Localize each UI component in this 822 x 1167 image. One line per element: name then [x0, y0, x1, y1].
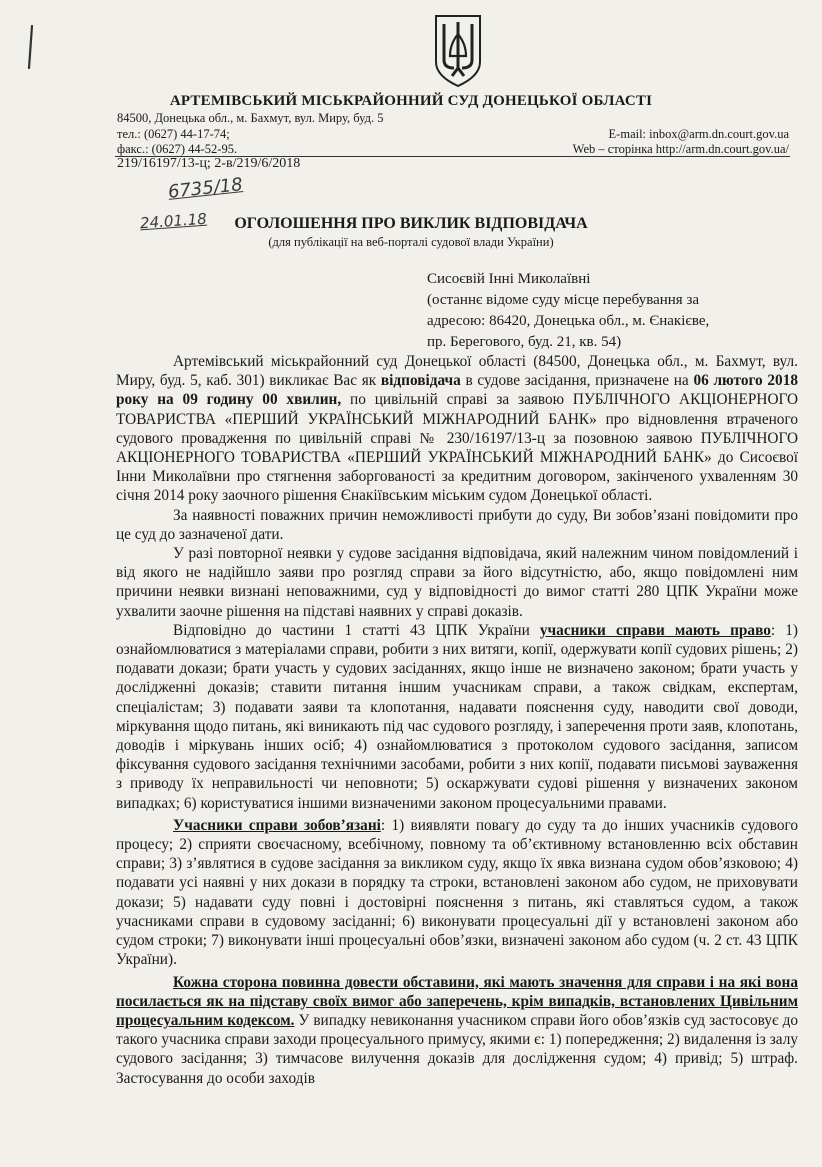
court-name: АРТЕМІВСЬКИЙ МІСЬКРАЙОННИЙ СУД ДОНЕЦЬКОЇ ОБЛАСТІ — [169, 93, 653, 109]
paragraph-summons: Артемівський міськрайонний суд Донецької області (84500, Донецька обл., м. Бахмут, вул. Миру, буд. 5, каб. 301) викликає Вас як відповідача в судове засідання, призначене на 06 лютого 2018 року на 09 годину 00 хвилин, по цивільній справі за заявою ПУБЛІЧНОГО АКЦІОНЕРНОГО ТОВАРИСТВА «ПЕРШИЙ УКРАЇНСЬКИЙ МІЖНАРОДНИЙ БАНК» про відновлення втраченого судового провадження по цивільній справі № 230/16197/13-ц за позовною заявою ПУБЛІЧНОГО АКЦІОНЕРНОГО ТОВАРИСТВА «ПЕРШИЙ УКРАЇНСЬКИЙ МІЖНАРОДНИЙ БАНК» до Сисоєвої Інни Миколаївни про стягнення заборгованості за кредитним договором, закінченого ухваленням 30 січня 2014 року заочного рішення Єнакіївським міським судом Донецької області. — [116, 353, 798, 505]
hearing-date: 06 лютого 2018 року на 09 годину 00 хвилин, — [116, 372, 798, 409]
paragraph-absence: У разі повторної неявки у судове засідання відповідача, який належним чином повідомлений і від якого не надійшло заяви про розгляд справи за його відсутністю, або, якщо повідомлені ним причини неявки визнані неповажними, суд у відповідності до вимог статті 280 ЦПК України може ухвалити заочне рішення на підставі наявних у справі доказів. — [116, 545, 798, 620]
notice-subtitle: (для публікації на веб-порталі судової влади України) — [268, 235, 554, 249]
handwritten-margin-mark — [22, 22, 42, 72]
court-tel: тел.: (0627) 44-17-74; — [117, 127, 230, 141]
court-email: E-mail: inbox@arm.dn.court.gov.ua — [608, 127, 789, 141]
handwritten-registration-number: 6735/18 — [167, 174, 244, 203]
recipient-address-line: (останнє відоме суду місце перебування за — [427, 292, 700, 308]
notice-title: ОГОЛОШЕННЯ ПРО ВИКЛИК ВІДПОВІДАЧА — [234, 215, 588, 232]
case-number: 219/16197/13-ц; 2-в/219/6/2018 — [117, 156, 301, 171]
court-website: Web – сторінка http://arm.dn.court.gov.ua/ — [572, 142, 789, 156]
paragraph-rights: Відповідно до частини 1 статті 43 ЦПК України учасники справи мають право: 1) ознайомлюватися з матеріалами справи, робити з них витяги, копії, одержувати копії судових рішень; 2) подавати докази; брати участь у судових засіданнях, якщо інше не визначено законом; брати участь у дослідженні доказів; ставити питання іншим учасникам справи, а також свідкам, експертам, спеціалістам; 3) подавати заяви та клопотання, надавати пояснення суду, наводити свої доводи, міркування щодо питань, які виникають під час судового розгляду, і заперечення проти заяв, клопотань, доводів і міркувань інших осіб; 4) ознайомлюватися з протоколом судового засідання, записом фіксування судового засідання технічними засобами, робити з них копії, подавати письмові зауваження з приводу їх неправильності чи неповноти; 5) оскаржувати судові рішення у визначених законом випадках; 6) користуватися іншими визначеними законом процесуальними правами. — [116, 621, 798, 812]
trident-emblem-icon — [428, 10, 488, 90]
paragraph-notify: За наявності поважних причин неможливості прибути до суду, Ви зобов’язані повідомити про це суд до зазначеної дати. — [116, 506, 798, 543]
recipient-name: Сисоєвій Інні Миколаївні — [427, 271, 591, 287]
recipient-address-line: пр. Берегового, буд. 21, кв. 54) — [427, 334, 622, 350]
paragraph-duties: Учасники справи зобов’язані: 1) виявляти повагу до суду та до інших учасників судового процесу; 2) сприяти своєчасному, всебічному, повному та об’єктивному встановленню всіх обставин справи; 3) з’являтися в судове засідання за викликом суду, якщо їх явка визнана судом обов’язковою; 4) подавати усі наявні у них докази в порядку та строки, встановлені законом або судом, не приховувати докази; 5) надавати суду повні і достовірні пояснення з питань, які ставляться судом, а також учасниками справи в судовому засіданні; 6) виконувати процесуальні дії у встановлені законом або судом строки; 7) виконувати інші процесуальні обов’язки, визначені законом або судом (ч. 2 ст. 43 ЦПК України). — [116, 816, 799, 969]
recipient-block — [427, 269, 767, 353]
defendant-role: відповідача — [380, 372, 461, 390]
paragraph-burden-of-proof: Кожна сторона повинна довести обставини, які мають значення для справи і на які вона посилається як на підставу своїх вимог або заперечень, крім випадків, встановлених Цивільним процесуальним кодексом. У випадку невиконання учасником справи його обов’язків суд застосовує до такого учасника справи заходи процесуального примусу, якими є: 1) попередження; 2) видалення із залу судового засідання; 3) тимчасове вилучення доказів для дослідження судом; 4) привід; 5) штраф. Застосування до особи заходів — [116, 973, 798, 1087]
court-fax: факс.: (0627) 44-52-95. — [117, 142, 238, 156]
recipient-address-line: адресою: 86420, Донецька обл., м. Єнакієве, — [427, 313, 710, 329]
notice-body — [116, 352, 798, 1088]
duties-heading: Учасники справи зобов’язані — [173, 816, 381, 834]
handwritten-date: 24.01.18 — [139, 209, 208, 233]
court-address: 84500, Донецька обл., м. Бахмут, вул. Миру, буд. 5 — [117, 111, 384, 125]
burden-of-proof-statement: Кожна сторона повинна довести обставини, які мають значення для справи і на які вона посилається як на підставу своїх вимог або заперечень, крім випадків, встановлених Цивільним процесуальним кодексом. — [116, 973, 798, 1029]
rights-heading: учасники справи мають право — [539, 621, 771, 639]
